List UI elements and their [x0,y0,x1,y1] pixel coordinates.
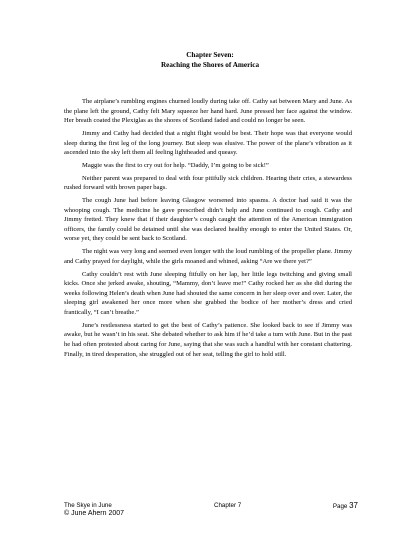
footer-book-title: The Skye in June [64,502,112,509]
chapter-number: Chapter Seven: [186,51,234,59]
paragraph: Cathy couldn’t rest with June sleeping fitfully on her lap, her little legs twitching and giving small kicks. Once she jerked awake, shouting, “Mammy, don’t leave me!” Cathy rocked her as she did during the weeks following Helen’s death when June had shouted the same concern in her sleep over and over. Later, the sleeping girl awakened her once more when she grabbed the bodice of her mother’s dress and cried frantically, “I can’t breathe.” [64,270,352,316]
chapter-body [64,97,352,362]
page-footer [64,502,358,522]
paragraph: June’s restlessness started to get the best of Cathy’s patience. She looked back to see if Jimmy was awake, but he wasn’t in his seat. She debated whether to ask him if he’d take a turn with June. But in the past he had often protested about caring for June, saying that she was such a handful with her constant chattering. Finally, in tired desperation, she struggled out of her seat, telling the girl to hold still. [64,321,352,358]
footer-page-number: 37 [349,501,358,510]
paragraph: The night was very long and seemed even longer with the loud rumbling of the propeller plane. Jimmy and Cathy prayed for daylight, while the girls moaned and whined, asking “Are we there yet?” [64,248,352,265]
footer-page-label: Page [332,503,348,510]
chapter-heading [0,50,420,70]
footer-page [333,502,358,511]
paragraph: Jimmy and Cathy had decided that a night flight would be best. Their hope was that everyone would sleep during the first leg of the long journey. But sleep was elusive. The power of the plane’s vibration as it ascended into the sky left them all feeling lightheaded and queasy. [64,129,352,157]
footer-chapter: Chapter 7 [214,502,242,509]
paragraph: The airplane’s rumbling engines churned loudly during take off. Cathy sat between Mary and June. As the plane left the ground, Cathy felt Mary squeeze her hand hard. June pressed her face against the window. Her breath coated the Plexiglas as the shores of Scotland faded and could no longer be seen. [64,98,352,125]
paragraph: Maggie was the first to cry out for help. “Daddy, I’m going to be sick!” [82,161,269,169]
paragraph: The cough June had before leaving Glasgow worsened into spasms. A doctor had said it was the whooping cough. The medicine he gave prescribed didn’t help and June continued to cough. Cathy and Jimmy fretted. They knew that if their daughter’s cough caught the attention of the American immigration officers, the family could be detained until she was declared healthy enough to enter the United States. Or, worse yet, they could be sent back to Scotland. [64,197,352,243]
paragraph: Neither parent was prepared to deal with four pitifully sick children. Hearing their cries, a stewardess rushed forward with brown paper bags. [64,174,352,192]
chapter-title: Reaching the Shores of America [160,61,260,69]
footer-copyright: © June Ahern 2007 [64,510,125,517]
